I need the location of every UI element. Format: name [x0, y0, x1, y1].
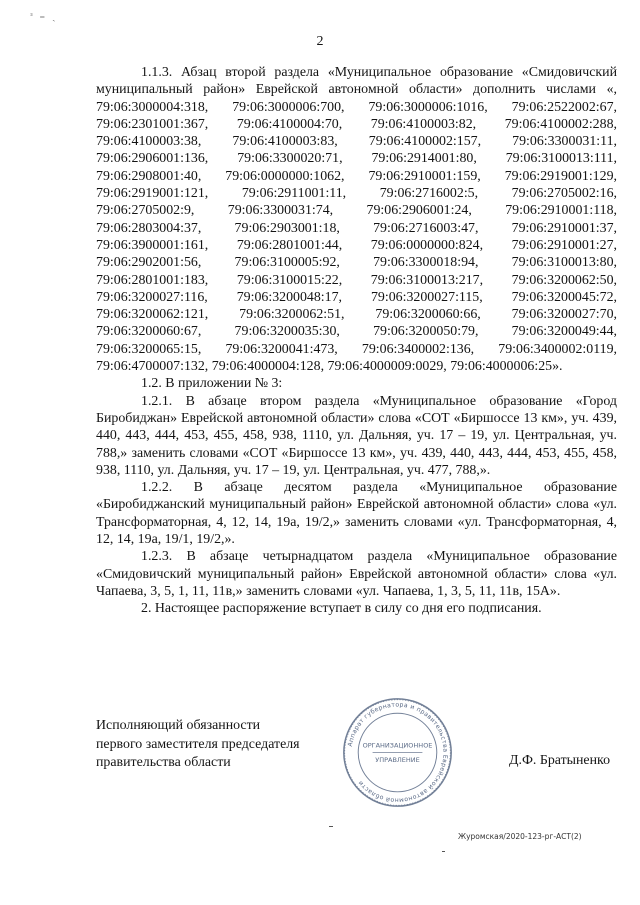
- signatory-title-line: Исполняющий обязанности: [96, 718, 261, 733]
- paragraph-1-2-1: 1.2.1. В абзаце втором раздела «Муниципальное образование «Город Биробиджан» Еврейской автономной области» слова «СОТ «Биршоссе 13 км», уч. 439, 440, 443, 444, 453, 455, 458, 938, 1110, ул. Дальняя, уч. 17 – 19, ул. Центральная, уч. 788,» заменить словами «СОТ «Биршоссе 13 км», уч. 439, 440, 443, 444, 453, 455, 458, 938, 1110, ул. Дальняя, уч. 17 – 19, ул. Центральная, уч. 477, 788,».: [96, 393, 617, 478]
- stamp-center-line-2: УПРАВЛЕНИЕ: [375, 756, 420, 765]
- paragraph-1-2: 1.2. В приложении № 3:: [141, 376, 283, 392]
- stamp-center-line-1: ОРГАНИЗАЦИОННОЕ: [362, 741, 433, 750]
- signatory-name: Д.Ф. Братыненко: [509, 753, 611, 768]
- paragraph-1-2-2: 1.2.2. В абзаце десятом раздела «Муниципальное образование «Биробиджанский муниципальный район» Еврейской автономной области» слова «ул. Трансформаторная, 4, 12, 14, 19а, 19/2,» заменить словами «ул. Трансформаторная, 4, 12, 14, 19а, 19/1, 19/2,».: [96, 480, 617, 548]
- paragraph-1-1-3: 1.1.3. Абзац второй раздела «Муниципальное образование «Смидовичский муниципальный район» Еврейской автономной области» дополнить числами «, 79:06:3000004:318, 79:06:3000006:700, 79:06:3000006:1016, 79:06:2522002:67, 79:06:2301001:367, 79:06:4100004:70, 79:06:4100003:82, 79:06:4100002:288, 79:06:4100003:38, 79:06:4100003:83, 79:06:4100002:157, 79:06:3300031:11, 79:06:2906001:136, 79:06:3300020:71, 79:06:2914001:80, 79:06:3100013:111, 79:06:2908001:40, 79:06:0000000:1062, 79:06:2910001:159, 79:06:2919001:129, 79:06:2919001:121, 79:06:2911001:11, 79:06:2716002:5, 79:06:2705002:16, 79:06:2705002:9, 79:06:3300031:74, 79:06:2906001:24, 79:06:2910001:118, 79:06:2803004:37, 79:06:2903001:18, 79:06:2716003:47, 79:06:2910001:37, 79:06:3900001:161, 79:06:2801001:44, 79:06:0000000:824, 79:06:2910001:27, 79:06:2902001:56, 79:06:3100005:92, 79:06:3300018:94, 79:06:3100013:80, 79:06:2801001:183, 79:06:3100015:22, 79:06:3100013:217, 79:06:3200062:50, 79:06:3200027:116, 79:06:3200048:17, 79:06:3200027:115, 79:06:3200045:72, 79:06:3200062:121, 79:06:3200062:51, 79:06:3200060:66, 79:06:3200027:70, 79:06:3200060:67, 79:06:3200035:30, 79:06:3200050:79, 79:06:3200049:44, 79:06:3200065:15, 79:06:3200041:473, 79:06:3400002:136, 79:06:3400002:0119, 79:06:4700007:132, 79:06:4000004:128, 79:06:4000009:0029, 79:06:4000006:25».: [96, 65, 617, 375]
- official-seal-stamp: [340, 695, 455, 810]
- scan-artifact-mark: [329, 826, 333, 827]
- stamp-ring-text-path: Аппарат губернатора и правительства Еврейской автономной области: [346, 701, 449, 804]
- signatory-title-line: правительства области: [96, 755, 231, 770]
- corner-scan-mark: ᶟ ₌ ˏ: [30, 10, 58, 22]
- paragraph-2: 2. Настоящее распоряжение вступает в силу со дня его подписания.: [141, 601, 542, 617]
- paragraph-1-2-3: 1.2.3. В абзаце четырнадцатом раздела «Муниципальное образование «Смидовичский муниципальный район» Еврейской автономной области» слова «ул. Чапаева, 3, 5, 1, 11, 11в,» заменить словами «ул. Чапаева, 1, 3, 5, 11, 11в, 15А».: [96, 549, 617, 599]
- scan-artifact-mark: [442, 851, 445, 852]
- document-reference: Журомская/2020-123-рг-АСТ(2): [458, 832, 582, 841]
- signatory-title-line: первого заместителя председателя: [96, 736, 300, 752]
- page-number: 2: [316, 34, 324, 49]
- document-body: [96, 64, 617, 618]
- signatory-title: [96, 717, 300, 773]
